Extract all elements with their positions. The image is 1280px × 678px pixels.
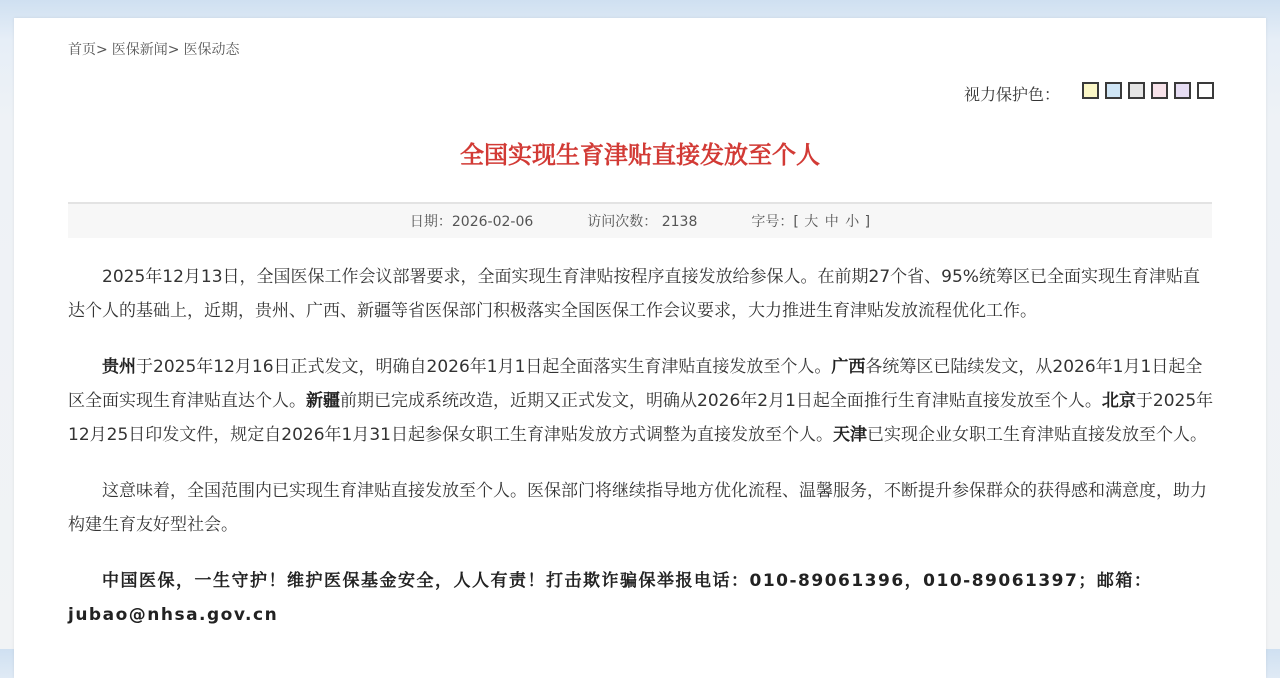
swatch-pink[interactable] [1151,82,1168,99]
paragraph-2-text-c: 前期已完成系统改造，近期又正式发文，明确从2026年2月1日起全面推行生育津贴直接发放至个人。 [340,391,1102,411]
article-info-bar [68,202,1212,238]
paragraph-3: 这意味着，全国范围内已实现生育津贴直接发放至个人。医保部门将继续指导地方优化流程、温馨服务，不断提升参保群众的获得感和满意度，助力构建生育友好型社会。 [68,481,1207,535]
font-size-bracket-close: ] [864,214,871,230]
breadcrumb-dynamics[interactable]: 医保动态 [183,42,240,58]
paragraph-2-text-a: 于2025年12月16日正式发文，明确自2026年1月1日起全面落实生育津贴直接发放至个人。 [136,357,832,377]
font-size-medium-button[interactable]: 中 [824,214,839,230]
region-guizhou: 贵州 [102,357,136,377]
breadcrumb-separator: > [96,42,108,58]
date-value: 2026-02-06 [451,214,534,230]
font-size-label: 字号： [751,214,794,230]
breadcrumb-separator: > [167,42,180,58]
eye-care-swatches [1076,82,1214,99]
font-size-large-button[interactable]: 大 [804,214,819,230]
swatch-gray[interactable] [1128,82,1145,99]
breadcrumb [68,39,239,59]
eye-care-color-selector [964,76,1214,105]
swatch-yellow[interactable] [1082,82,1099,99]
publish-date [410,211,533,231]
region-xinjiang: 新疆 [306,391,340,411]
swatch-blue[interactable] [1105,82,1122,99]
article-panel [14,18,1266,678]
region-tianjin: 天津 [832,425,867,445]
article-body [68,260,1214,654]
eye-care-label: 视力保护色： [963,85,1060,104]
swatch-white[interactable] [1197,82,1214,99]
views-value: 2138 [661,214,698,230]
font-size-small-button[interactable]: 小 [845,214,860,230]
font-size-bracket-open: [ [793,214,799,230]
article-title: 全国实现生育津贴直接发放至个人 [460,141,820,169]
breadcrumb-news[interactable]: 医保新闻 [111,42,168,58]
region-beijing: 北京 [1101,391,1136,411]
font-size-controls [751,211,870,231]
paragraph-2 [68,350,1214,452]
paragraph-2-text-d: 于2025年12月25日印发文件，规定自2026年1月31日起参保女职工生育津贴发放方式调整为直接发放至个人。 [68,391,1214,445]
views-label: 访问次数： [587,214,658,230]
swatch-purple[interactable] [1174,82,1191,99]
paragraph-2-text-e: 已实现企业女职工生育津贴直接发放至个人。 [866,425,1207,445]
date-label: 日期： [409,214,452,230]
paragraph-2-text-b: 各统筹区已陆续发文，从2026年1月1日起全区全面实现生育津贴直达个人。 [68,357,1203,411]
region-guangxi: 广西 [831,357,866,377]
breadcrumb-home[interactable]: 首页 [68,42,96,58]
report-hotline-note: 中国医保，一生守护！维护医保基金安全，人人有责！打击欺诈骗保举报电话：010-89061396，010-89061397；邮箱：jubao@nhsa.gov.cn [68,571,1153,625]
paragraph-1: 2025年12月13日，全国医保工作会议部署要求，全面实现生育津贴按程序直接发放给参保人。在前期27个省、95%统筹区已全面实现生育津贴直达个人的基础上，近期，贵州、广西、新疆等省医保部门积极落实全国医保工作会议要求，大力推进生育津贴发放流程优化工作。 [68,267,1200,321]
view-count [587,211,697,231]
